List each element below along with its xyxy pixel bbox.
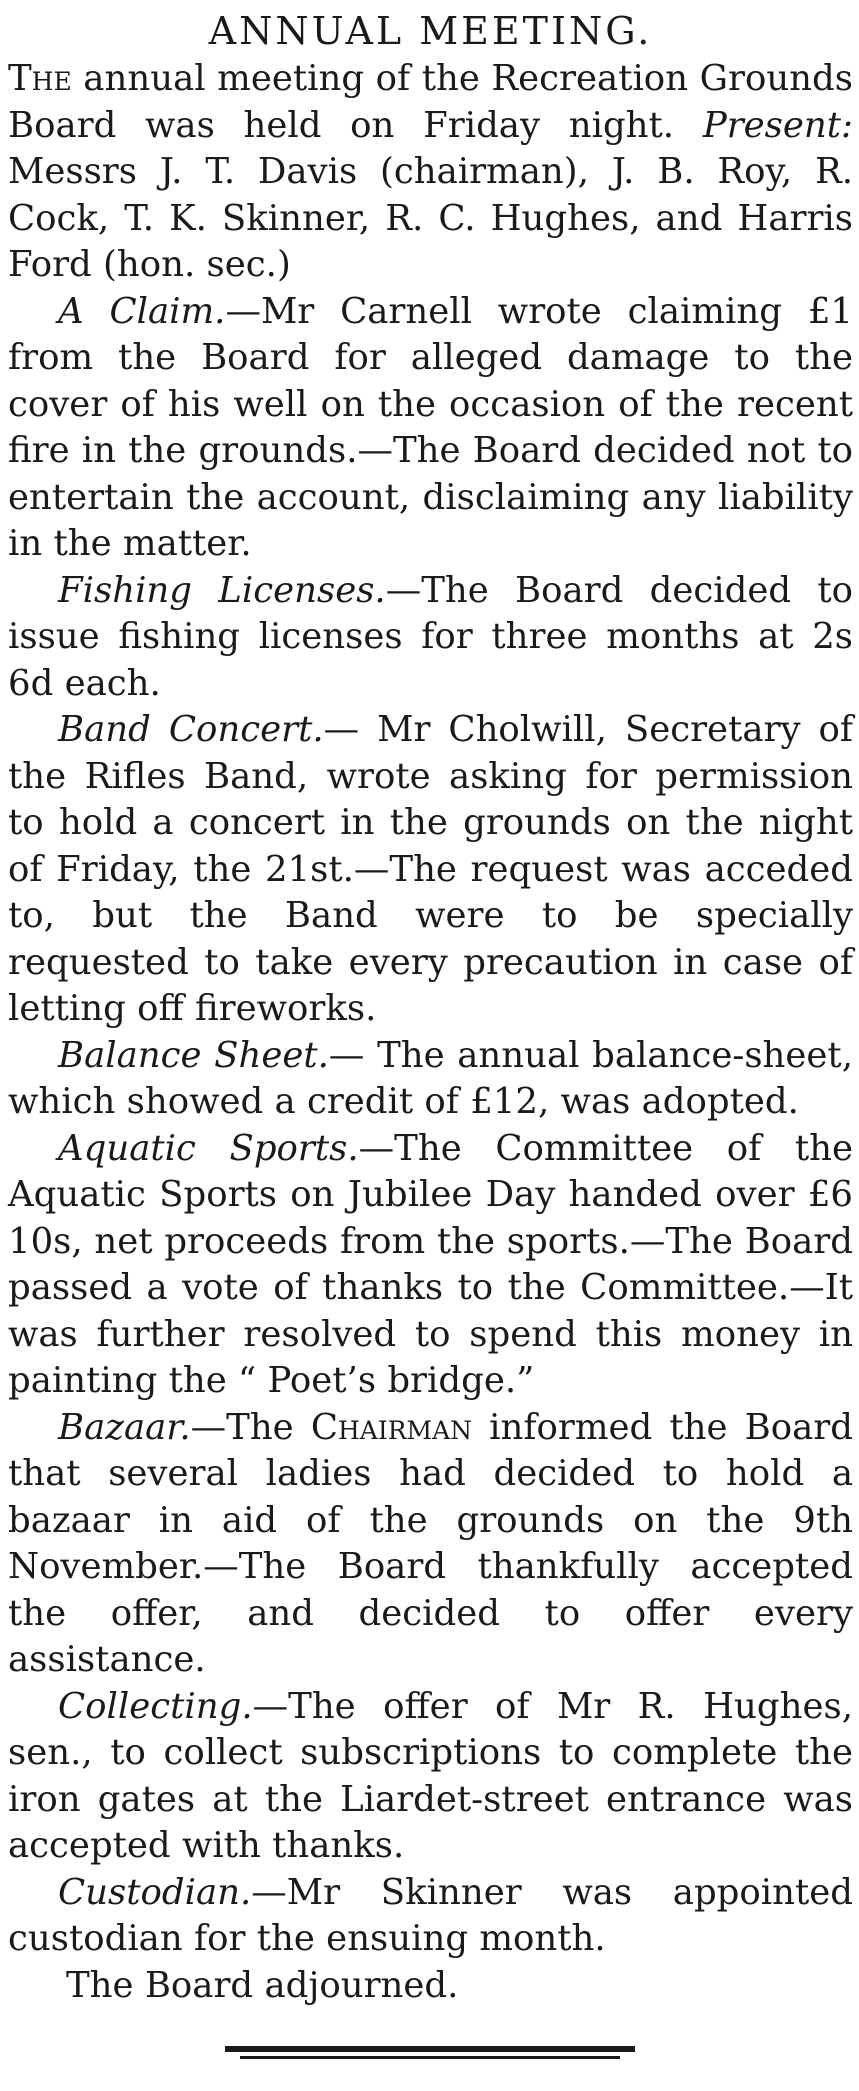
item-heading: Fishing Licenses.: [58, 569, 386, 611]
item-heading: Bazaar.: [58, 1406, 191, 1448]
item-band-concert: [8, 707, 853, 1033]
present-label: Present:: [702, 104, 853, 146]
item-bazaar: [8, 1405, 853, 1684]
item-heading: Balance Sheet.: [58, 1034, 329, 1076]
item-body: informed the Board that several ladies had decided to hold a bazaar in aid of the grounds on the 9th November.—The Board thankfully accepted the offer, and decided to offer every assistance.: [8, 1406, 853, 1680]
closing-line: The Board adjourned.: [66, 1964, 459, 2006]
end-rule: [0, 2046, 859, 2066]
item-body: — The annual balance-sheet, which showed a credit of £12, was adopted.: [8, 1034, 853, 1122]
item-body: — Mr Cholwill, Secretary of the Rifles Band, wrote asking for permission to hold a concert in the grounds on the night of Friday, the 21st.—The request was acceded to, but the Band were to be specially requested to take every precaution in case of letting off fireworks.: [8, 709, 854, 1029]
item-balance-sheet: [8, 1033, 853, 1126]
item-claim: [8, 289, 853, 568]
end-rule-thick: [225, 2046, 635, 2052]
intro-paragraph: [8, 56, 853, 289]
item-heading: A Claim.: [58, 290, 226, 332]
item-body: —Mr Skinner was appointed custodian for the ensuing month.: [8, 1871, 853, 1959]
end-rule-thin: [240, 2056, 620, 2059]
item-heading: Aquatic Sports.: [58, 1127, 359, 1169]
item-heading: Custodian.: [58, 1871, 252, 1913]
chairman-caps: Chairman: [310, 1406, 473, 1448]
item-body: —Mr Carnell wrote claiming £1 from the Board for alleged damage to the cover of his well on the occasion of the recent fire in the grounds.—The Board decided not to entertain the account, disclaiming any liability in the matter.: [8, 290, 853, 564]
item-body: —The Board decided to issue fishing licenses for three months at 2s 6d each.: [8, 569, 853, 704]
item-heading: Band Concert.: [58, 709, 324, 750]
item-body-pre: —The: [190, 1406, 311, 1448]
item-fishing-licenses: [8, 568, 853, 708]
article-title: ANNUAL MEETING.: [208, 9, 653, 53]
attendees-text: Messrs J. T. Davis (chairman), J. B. Roy, R. Cock, T. K. Skinner, R. C. Hughes, and Harris Ford (hon. sec.): [8, 151, 853, 285]
item-aquatic-sports: [8, 1126, 853, 1405]
item-body: —The Committee of the Aquatic Sports on Jubilee Day handed over £6 10s, net proceeds from the sports.—The Board passed a vote of thanks to the Committee.—It was further resolved to spend this money in painting the “ Poet’s bridge.”: [8, 1127, 853, 1401]
item-custodian: [8, 1870, 853, 1963]
item-collecting: [8, 1684, 853, 1870]
item-body: —The offer of Mr R. Hughes, sen., to collect subscriptions to complete the iron gates at the Liardet-street entrance was accepted with thanks.: [8, 1685, 853, 1866]
intro-lead: The: [8, 58, 72, 99]
intro-text: annual meeting of the Recreation Grounds Board was held on Friday night.: [8, 58, 853, 146]
item-heading: Collecting.: [58, 1685, 253, 1727]
